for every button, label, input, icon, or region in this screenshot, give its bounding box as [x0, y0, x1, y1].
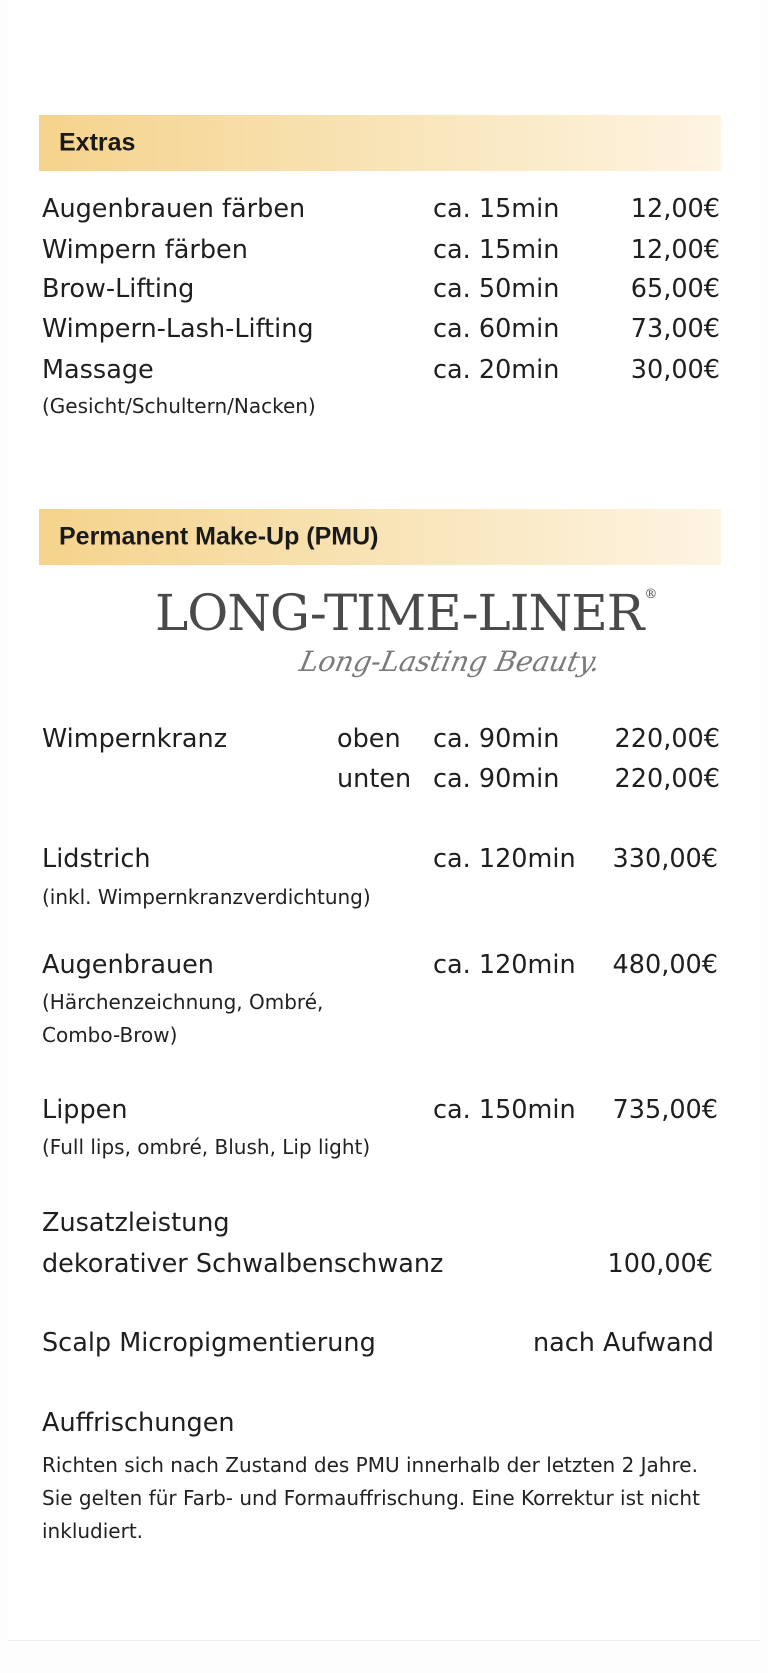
service-duration: ca. 120min: [433, 844, 576, 874]
service-name: Lidstrich: [42, 844, 151, 874]
service-price: 735,00€: [612, 1095, 718, 1125]
service-name: Wimpern-Lash-Lifting: [42, 314, 314, 344]
service-name: Scalp Micropigmentierung: [42, 1328, 376, 1358]
service-note: Combo-Brow): [42, 1023, 178, 1047]
service-duration: ca. 50min: [433, 274, 560, 304]
service-name: Brow-Lifting: [42, 274, 195, 304]
service-price: 65,00€: [630, 274, 720, 304]
service-price: 100,00€: [607, 1249, 713, 1279]
service-name: Wimpernkranz: [42, 724, 228, 754]
service-price: nach Aufwand: [532, 1328, 714, 1358]
service-price: 220,00€: [614, 764, 720, 794]
service-price: 73,00€: [630, 314, 720, 344]
pmu-title: Permanent Make-Up (PMU): [59, 522, 379, 551]
service-duration: ca. 120min: [433, 950, 576, 980]
service-price: 12,00€: [630, 235, 720, 265]
service-name: Lippen: [42, 1095, 128, 1125]
service-variant: unten: [337, 764, 412, 794]
section-subtitle: Auffrischungen: [42, 1408, 235, 1438]
service-duration: ca. 90min: [433, 724, 560, 754]
service-note: (Härchenzeichnung, Ombré,: [42, 990, 324, 1014]
service-price: 220,00€: [614, 724, 720, 754]
service-name-line2: dekorativer Schwalbenschwanz: [42, 1249, 444, 1279]
service-duration: ca. 15min: [433, 194, 560, 224]
service-price: 480,00€: [612, 950, 718, 980]
service-variant: oben: [337, 724, 401, 754]
service-price: 330,00€: [612, 844, 718, 874]
service-price: 30,00€: [630, 355, 720, 385]
extras-title: Extras: [59, 128, 136, 157]
service-note: (inkl. Wimpernkranzverdichtung): [42, 885, 371, 909]
service-name: Augenbrauen färben: [42, 194, 306, 224]
auffrischungen-text: Richten sich nach Zustand des PMU innerhalb der letzten 2 Jahre. Sie gelten für Farb- und Formauffrischung. Eine Korrektur ist nicht inkludiert.: [42, 1453, 700, 1543]
service-duration: ca. 15min: [433, 235, 560, 265]
service-duration: ca. 20min: [433, 355, 560, 385]
registered-mark: ®: [644, 587, 657, 602]
service-name: Augenbrauen: [42, 950, 214, 980]
service-name: Wimpern färben: [42, 235, 248, 265]
service-duration: ca. 150min: [433, 1095, 576, 1125]
pmu-header: [39, 509, 721, 565]
extras-header: [39, 115, 721, 171]
service-note: (Full lips, ombré, Blush, Lip light): [42, 1135, 371, 1159]
service-duration: ca. 60min: [433, 314, 560, 344]
service-note: (Gesicht/Schultern/Nacken): [42, 394, 316, 418]
logo-tagline: Long-Lasting Beauty.: [296, 645, 604, 678]
service-duration: ca. 90min: [433, 764, 560, 794]
logo-wordmark: [155, 584, 657, 642]
service-name: Massage: [42, 355, 154, 385]
logo-wordmark-text: LONG-TIME-LINER: [155, 584, 644, 642]
service-name: Zusatzleistung: [42, 1208, 230, 1238]
service-price: 12,00€: [630, 194, 720, 224]
